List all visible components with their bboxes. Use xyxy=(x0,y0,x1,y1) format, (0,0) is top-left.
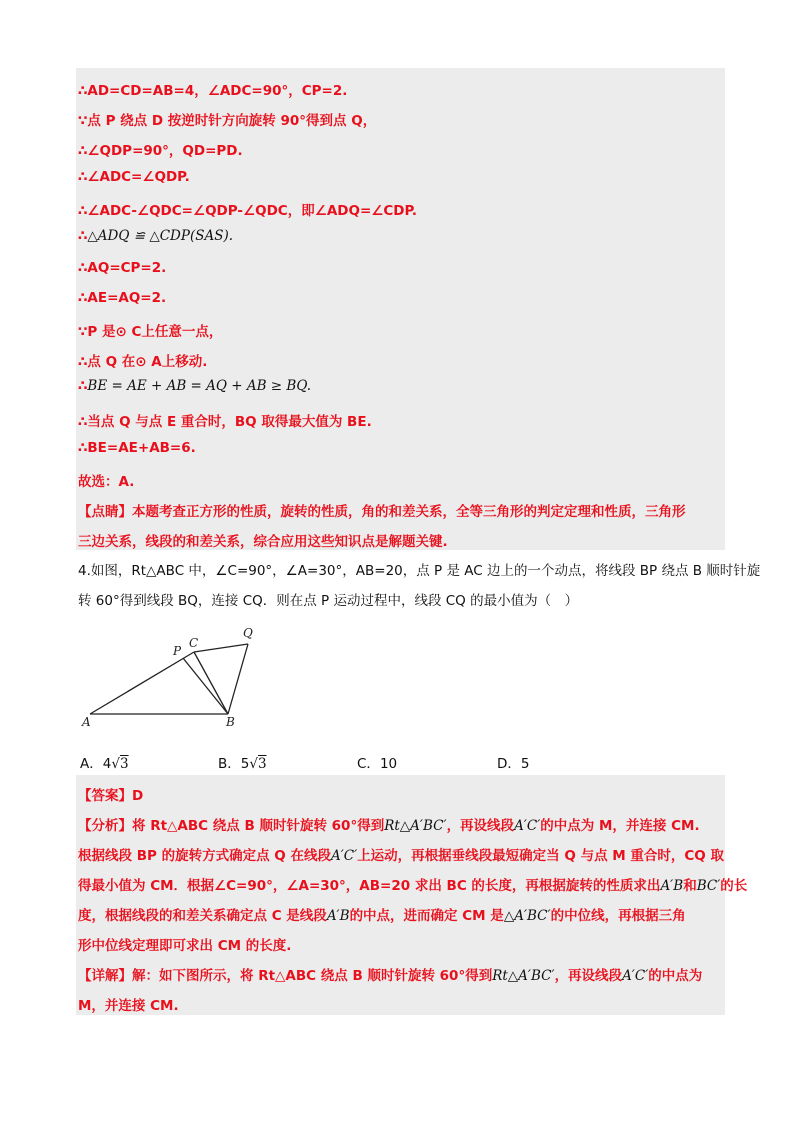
solution-line-14: 故选：A. xyxy=(78,474,135,490)
congruence-formula: △ADQ ≌ △CDP(SAS). xyxy=(87,228,234,244)
answer-line: 【答案】D xyxy=(78,788,144,804)
analysis-line-1: 【分析】将 Rt△ABC 绕点 B 顺时针旋转 60°得到Rt△A′BC′，再设线段A′C′的中点为 M，并连接 CM. xyxy=(78,818,700,834)
solution-line-9: ∵P 是⊙ C上任意一点， xyxy=(78,324,223,340)
option-b: B．5√3 xyxy=(218,756,267,772)
segment-BC xyxy=(194,652,228,714)
option-d: D．5 xyxy=(497,756,530,772)
solution-line-10: ∴点 Q 在⊙ A上移动. xyxy=(78,354,208,370)
analysis-line-4: 度，根据线段的和差关系确定点 C 是线段A′B的中点，进而确定 CM 是△A′BC′的中位线，再根据三角 xyxy=(78,908,686,924)
label-P: P xyxy=(173,644,182,658)
solution-line-4: ∴∠ADC=∠QDP. xyxy=(78,169,190,185)
analysis-line-3: 得最小值为 CM．根据∠C=90°，∠A=30°，AB=20 求出 BC 的长度，再根据旋转的性质求出A′B和BC′的长 xyxy=(78,878,748,894)
option-a: A．4√3 xyxy=(80,756,129,772)
solution-line-12: ∴当点 Q 与点 E 重合时，BQ 取得最大值为 BE. xyxy=(78,414,372,430)
detail-line-2: M，并连接 CM. xyxy=(78,998,179,1014)
solution-line-6: ∴△ADQ ≌ △CDP(SAS). xyxy=(78,228,234,244)
solution-line-2: ∵点 P 绕点 D 按逆时针方向旋转 90°得到点 Q， xyxy=(78,113,377,129)
detail-line-1: 【详解】解：如下图所示，将 Rt△ABC 绕点 B 顺时针旋转 60°得到Rt△A′BC′，再设线段A′C′的中点为 xyxy=(78,968,703,984)
solution-line-5: ∴∠ADC-∠QDC=∠QDP-∠QDC，即∠ADQ=∠CDP. xyxy=(78,203,418,219)
label-C: C xyxy=(189,636,199,650)
solution-line-1: ∴AD=CD=AB=4，∠ADC=90°，CP=2. xyxy=(78,83,348,99)
solution-line-7: ∴AQ=CP=2. xyxy=(78,260,167,276)
segment-AC xyxy=(90,652,194,714)
inequality-formula: BE = AE + AB = AQ + AB ≥ BQ. xyxy=(87,378,312,394)
solution-line-8: ∴AE=AQ=2. xyxy=(78,290,167,306)
segment-BQ xyxy=(228,644,248,714)
label-Q: Q xyxy=(243,626,253,640)
label-A: A xyxy=(82,715,91,729)
solution-line-13: ∴BE=AE+AB=6. xyxy=(78,440,196,456)
triangle-figure xyxy=(80,622,280,732)
solution-line-3: ∴∠QDP=90°，QD=PD. xyxy=(78,143,243,159)
comment-line-1: 【点睛】本题考查正方形的性质，旋转的性质，角的和差关系，全等三角形的判定定理和性质，三角形 xyxy=(78,504,686,520)
segment-BP xyxy=(183,658,228,714)
comment-line-2: 三边关系，线段的和差关系，综合应用这些知识点是解题关键. xyxy=(78,534,448,550)
option-c: C．10 xyxy=(357,756,398,772)
analysis-line-5: 形中位线定理即可求出 CM 的长度. xyxy=(78,938,292,954)
segment-CQ xyxy=(194,644,248,652)
solution-line-11: ∴BE = AE + AB = AQ + AB ≥ BQ. xyxy=(78,378,312,394)
analysis-line-2: 根据线段 BP 的旋转方式确定点 Q 在线段A′C′上运动，再根据垂线段最短确定当 Q 与点 M 重合时，CQ 取 xyxy=(78,848,724,864)
problem-line-2: 转 60°得到线段 BQ，连接 CQ．则在点 P 运动过程中，线段 CQ 的最小值为（ ） xyxy=(78,593,579,609)
label-B: B xyxy=(226,715,235,729)
problem-line-1: 4.如图，Rt△ABC 中，∠C=90°，∠A=30°，AB=20，点 P 是 AC 边上的一个动点，将线段 BP 绕点 B 顺时针旋 xyxy=(78,563,761,579)
